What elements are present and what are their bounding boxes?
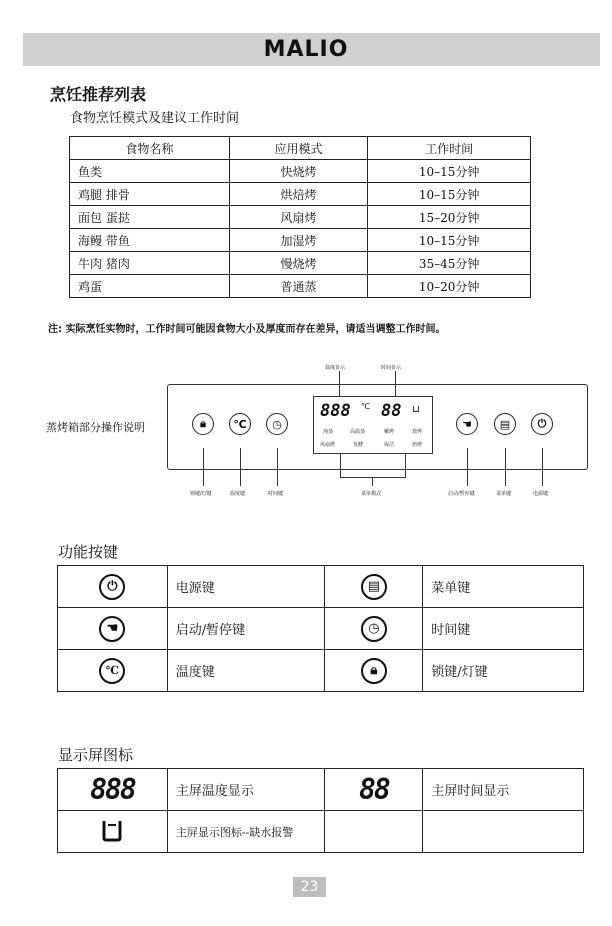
cell-mode: 加湿烤 (229, 229, 368, 252)
mode-label: 烧烤 (412, 429, 423, 435)
cell-food: 鱼类 (70, 160, 230, 183)
table-row (58, 769, 584, 811)
empty-cell (423, 811, 584, 853)
clock-icon: ◷ (361, 616, 387, 642)
temp-display-label: 主屏温度显示 (167, 769, 325, 811)
cell-food: 牛肉 猪肉 (70, 252, 230, 275)
water-icon-cell (58, 811, 168, 853)
label-time: 时间键 (268, 491, 284, 497)
label-start-pause: 启动/暂停键 (448, 491, 475, 497)
mode-label: 风扇烤 (320, 442, 336, 448)
table-row (58, 608, 584, 650)
table-row (70, 183, 531, 206)
label-time-display: 时间显示 (381, 365, 402, 371)
start-key-icon-cell (58, 608, 168, 650)
menu-icon: ▤ (361, 574, 387, 600)
lock-key-icon-cell (325, 650, 423, 692)
label-temperature: 温度键 (230, 491, 246, 497)
leader-line (203, 448, 204, 486)
water-alarm-label: 主屏显示图标--缺水报警 (167, 811, 325, 853)
leader-line (340, 453, 341, 477)
table-row (70, 206, 531, 229)
hand-icon: ☚ (99, 616, 125, 642)
temp-digits-cell (58, 769, 168, 811)
temperature-key-label: 温度键 (167, 650, 325, 692)
function-keys-title: 功能按键 (58, 543, 119, 561)
display-icons-title: 显示屏图标 (58, 746, 134, 764)
lock-light-key[interactable] (192, 413, 214, 435)
cell-mode: 普通蒸 (229, 275, 368, 298)
cell-food: 面包 蛋挞 (70, 206, 230, 229)
cell-time: 10–15分钟 (368, 160, 531, 183)
mode-label: 高温蒸 (350, 429, 366, 435)
leader-line (277, 448, 278, 486)
time-display-label: 主屏时间显示 (423, 769, 584, 811)
panel-label: 蒸烤箱部分操作说明 (46, 421, 145, 434)
lock-icon: 🔒︎ (200, 417, 206, 430)
recommend-table (69, 136, 531, 298)
mode-label: 炖蒸 (323, 429, 334, 435)
mode-label: 保洁 (384, 442, 395, 448)
table-row (70, 160, 531, 183)
table-row (58, 650, 584, 692)
mode-label: 嫩烤 (384, 429, 395, 435)
cell-time: 35–45分钟 (368, 252, 531, 275)
menu-key-label: 菜单键 (423, 566, 584, 608)
leader-line (542, 448, 543, 486)
mode-label: 发酵 (353, 442, 364, 448)
time-digits-cell (325, 769, 423, 811)
power-key-icon-cell (58, 566, 168, 608)
leader-line (405, 453, 406, 477)
mode-label: 焙烤 (412, 442, 423, 448)
lock-icon: 🔒︎ (361, 658, 387, 684)
label-lock-light: 锁键/灯键 (190, 491, 212, 497)
start-pause-key[interactable] (456, 413, 478, 435)
leader-line (505, 448, 506, 486)
leader-line (467, 448, 468, 486)
display-time-digits: 88 (381, 401, 402, 421)
label-temp-display: 温度显示 (325, 365, 346, 371)
leader-line (240, 448, 241, 486)
cell-mode: 慢烧烤 (229, 252, 368, 275)
water-cup-icon: ⊔ (412, 404, 420, 415)
cell-mode: 快烧烤 (229, 160, 368, 183)
table-row (58, 566, 584, 608)
water-cup-icon (100, 818, 124, 842)
page-number: 23 (293, 877, 326, 897)
table-row (70, 252, 531, 275)
cell-time: 10–15分钟 (368, 229, 531, 252)
header-time: 工作时间 (368, 137, 531, 160)
header-mode: 应用模式 (229, 137, 368, 160)
temperature-key[interactable] (229, 413, 251, 435)
recommend-title: 烹饪推荐列表 (50, 85, 147, 104)
cell-time: 15–20分钟 (368, 206, 531, 229)
time-key-icon-cell (325, 608, 423, 650)
power-icon: ⏻ (99, 574, 125, 600)
label-menu: 菜单键 (496, 491, 512, 497)
menu-key-icon-cell (325, 566, 423, 608)
table-row (70, 275, 531, 298)
cooking-note: 注: 实际烹饪实物时，工作时间可能因食物大小及厚度而存在差异，请适当调整工作时间。 (48, 324, 446, 335)
power-key[interactable] (531, 413, 553, 435)
hand-icon: ☚ (462, 417, 472, 431)
recommend-subtitle: 食物烹饪模式及建议工作时间 (70, 111, 240, 126)
temp-key-icon-cell (58, 650, 168, 692)
cell-food: 鸡腿 排骨 (70, 183, 230, 206)
cell-food: 鸡蛋 (70, 275, 230, 298)
cell-time: 10–15分钟 (368, 183, 531, 206)
clock-icon: ◷ (272, 417, 282, 431)
time-key[interactable] (266, 413, 288, 435)
celsius-icon: ℃ (233, 417, 247, 431)
menu-icon: ▤ (499, 417, 511, 431)
table-row (70, 229, 531, 252)
header-food: 食物名称 (70, 137, 230, 160)
leader-line (372, 477, 373, 486)
lock-light-key-label: 锁键/灯键 (423, 650, 584, 692)
time-key-label: 时间键 (423, 608, 584, 650)
cell-mode: 风扇烤 (229, 206, 368, 229)
power-key-label: 电源键 (167, 566, 325, 608)
start-pause-key-label: 启动/暂停键 (167, 608, 325, 650)
cell-time: 10–20分钟 (368, 275, 531, 298)
label-power: 电源键 (533, 491, 549, 497)
display-temp-digits: 888 (320, 401, 351, 421)
function-keys-table (57, 565, 584, 692)
temp-digits-icon: 888 (90, 773, 135, 806)
time-digits-icon: 88 (359, 773, 389, 806)
celsius-icon: ℃ (99, 658, 125, 684)
cell-mode: 烘焙烤 (229, 183, 368, 206)
empty-cell (325, 811, 423, 853)
cell-food: 海鳗 带鱼 (70, 229, 230, 252)
display-unit: ℃ (361, 402, 370, 411)
display-icons-table (57, 768, 584, 853)
leader-line (340, 477, 406, 478)
table-header-row (70, 137, 531, 160)
brand-logo: MALIO (263, 37, 349, 62)
label-menu-mode: 菜单模式 (361, 491, 382, 497)
power-icon: ⏻ (537, 417, 547, 430)
menu-key[interactable] (494, 413, 516, 435)
table-row (58, 811, 584, 853)
